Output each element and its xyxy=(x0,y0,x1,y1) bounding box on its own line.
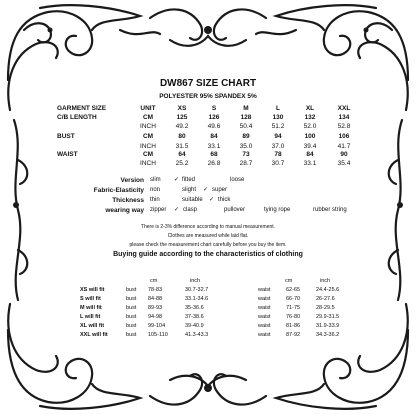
guide-inch: 31.9-33.9 xyxy=(316,323,340,329)
table-cell: 37.0 xyxy=(271,143,285,150)
guide-inch: 34.3-36.2 xyxy=(316,332,340,338)
table-cell: 35.0 xyxy=(239,143,253,150)
feature-option: thin xyxy=(150,197,160,203)
guide-size: XL will fit xyxy=(80,323,105,329)
guide-part: waist xyxy=(258,287,271,293)
guide-cm: 81-86 xyxy=(286,323,301,329)
chart-title: DW867 SIZE CHART xyxy=(159,78,257,89)
guide-cm: 94-98 xyxy=(148,314,163,320)
size-header-xl: XL xyxy=(305,105,315,112)
table-cell: 78 xyxy=(274,151,282,158)
guide-part: waist xyxy=(258,314,271,320)
guide-header-cm: cm xyxy=(285,278,293,284)
row-label-cb-length: C/B LENGTH xyxy=(57,114,97,121)
feature-label-version: Version xyxy=(120,177,144,184)
table-cell: 84 xyxy=(306,151,314,158)
guide-cm: 71-75 xyxy=(286,305,301,311)
table-cell: 49.2 xyxy=(175,123,189,130)
table-cell: 49.6 xyxy=(207,123,221,130)
feature-option: thick xyxy=(218,197,231,203)
table-cell: 125 xyxy=(176,114,188,121)
table-cell: 68 xyxy=(210,151,218,158)
row-label-bust: BUST xyxy=(57,133,75,140)
unit-cell: INCH xyxy=(140,123,156,130)
feature-label-elasticity: Fabric-Elasticity xyxy=(93,187,144,194)
guide-header-inch: inch xyxy=(320,278,331,284)
table-cell: 33.1 xyxy=(303,160,317,167)
guide-inch: 35-36.6 xyxy=(185,305,204,311)
guide-part: waist xyxy=(258,296,271,302)
guide-cm: 84-88 xyxy=(148,296,163,302)
guide-inch: 30.7-32.7 xyxy=(185,287,209,293)
note-line: please check the measurement chart carefully before you buy the item. xyxy=(129,242,287,248)
table-cell: 100 xyxy=(304,133,316,140)
table-cell: 64 xyxy=(178,151,186,158)
guide-cm: 78-83 xyxy=(148,287,163,293)
size-header-xxl: XXL xyxy=(337,105,351,112)
feature-option: fitted xyxy=(182,177,196,183)
guide-cm: 76-80 xyxy=(286,314,301,320)
feature-option: suitable xyxy=(182,197,203,203)
size-header-m: M xyxy=(243,105,249,112)
guide-inch: 37-38.6 xyxy=(185,314,204,320)
table-cell: 41.7 xyxy=(337,143,351,150)
table-cell: 25.2 xyxy=(175,160,189,167)
guide-cm: 89-93 xyxy=(148,305,163,311)
table-cell: 134 xyxy=(338,114,350,121)
guide-size: M will fit xyxy=(80,305,102,311)
guide-part: bust xyxy=(126,314,137,320)
feature-option: non xyxy=(150,187,161,193)
unit-cell: CM xyxy=(142,151,154,158)
guide-size: S will fit xyxy=(80,296,101,302)
checkmark-icon: ✓ xyxy=(174,177,180,183)
guide-inch: 41.3-43.3 xyxy=(185,332,209,338)
guide-cm: 66-70 xyxy=(286,296,301,302)
feature-option: pullover xyxy=(224,207,246,213)
table-cell: 33.1 xyxy=(207,143,221,150)
feature-option: tying rope xyxy=(264,207,291,213)
table-cell: 35.4 xyxy=(337,160,351,167)
table-cell: 50.4 xyxy=(239,123,253,130)
row-label-waist: WAIST xyxy=(57,151,78,158)
size-header-l: L xyxy=(276,105,280,112)
guide-size: XS will fit xyxy=(80,287,105,293)
unit-cell: INCH xyxy=(140,160,156,167)
feature-label-wearing-way: wearing way xyxy=(105,207,144,214)
table-cell: 52.0 xyxy=(303,123,317,130)
table-cell: 94 xyxy=(274,133,282,140)
feature-label-thickness: Thickness xyxy=(112,197,144,204)
guide-header-cm: cm xyxy=(150,278,158,284)
guide-part: waist xyxy=(258,332,271,338)
table-cell: 90 xyxy=(340,151,348,158)
table-cell: 132 xyxy=(304,114,316,121)
feature-option: zipper xyxy=(150,207,167,213)
size-header-s: S xyxy=(211,105,217,112)
note-line: There is 2-3% difference according to manual measurement. xyxy=(140,224,276,230)
table-cell: 106 xyxy=(338,133,350,140)
buying-guide-title: Buying guide according to the characteristics of clothing xyxy=(113,251,303,258)
table-cell: 84 xyxy=(210,133,218,140)
table-cell: 30.7 xyxy=(271,160,285,167)
table-cell: 80 xyxy=(178,133,186,140)
table-cell: 128 xyxy=(240,114,252,121)
feature-option: clasp xyxy=(183,207,198,213)
guide-part: bust xyxy=(126,296,137,302)
checkmark-icon: ✓ xyxy=(203,187,209,193)
guide-part: waist xyxy=(258,323,271,329)
guide-cm: 99-104 xyxy=(148,323,166,329)
table-cell: 26.8 xyxy=(207,160,221,167)
table-cell: 73 xyxy=(242,151,250,158)
checkmark-icon: ✓ xyxy=(174,207,180,213)
feature-option: slim xyxy=(150,177,161,183)
table-cell: 52.8 xyxy=(337,123,351,130)
guide-inch: 39-40.9 xyxy=(185,323,204,329)
guide-cm: 62-65 xyxy=(286,287,301,293)
guide-part: bust xyxy=(126,323,137,329)
guide-inch: 29.9-31.5 xyxy=(316,314,340,320)
note-line: Clothes are measured while laid flat. xyxy=(167,233,249,239)
checkmark-icon: ✓ xyxy=(209,197,215,203)
feature-option: slight xyxy=(182,187,197,193)
guide-size: XXL will fit xyxy=(80,332,108,338)
guide-inch: 28-29.5 xyxy=(316,305,335,311)
table-cell: 31.5 xyxy=(175,143,189,150)
table-cell: 126 xyxy=(208,114,220,121)
material-info: POLYESTER 95% SPANDEX 5% xyxy=(159,93,257,100)
table-cell: 51.2 xyxy=(271,123,285,130)
guide-cm: 87-92 xyxy=(286,332,301,338)
guide-part: bust xyxy=(126,287,137,293)
guide-inch: 24.4-25.6 xyxy=(316,287,340,293)
feature-option: super xyxy=(212,187,228,193)
unit-header: UNIT xyxy=(140,105,156,112)
feature-option: rubber string xyxy=(313,207,347,213)
unit-cell: INCH xyxy=(140,143,156,150)
size-header-xs: XS xyxy=(177,105,187,112)
guide-size: L will fit xyxy=(80,314,101,320)
guide-part: bust xyxy=(126,305,137,311)
guide-inch: 33.1-34.6 xyxy=(185,296,209,302)
guide-inch: 26-27.6 xyxy=(316,296,335,302)
table-cell: 28.7 xyxy=(239,160,253,167)
table-cell: 89 xyxy=(242,133,250,140)
table-cell: 39.4 xyxy=(303,143,317,150)
guide-part: bust xyxy=(126,332,137,338)
garment-size-label: GARMENT SIZE xyxy=(57,105,107,112)
unit-cell: CM xyxy=(142,114,154,121)
table-cell: 130 xyxy=(272,114,284,121)
guide-header-inch: inch xyxy=(190,278,201,284)
guide-cm: 105-110 xyxy=(148,332,168,338)
unit-cell: CM xyxy=(142,133,154,140)
feature-option: loose xyxy=(230,177,245,183)
guide-part: waist xyxy=(258,305,271,311)
